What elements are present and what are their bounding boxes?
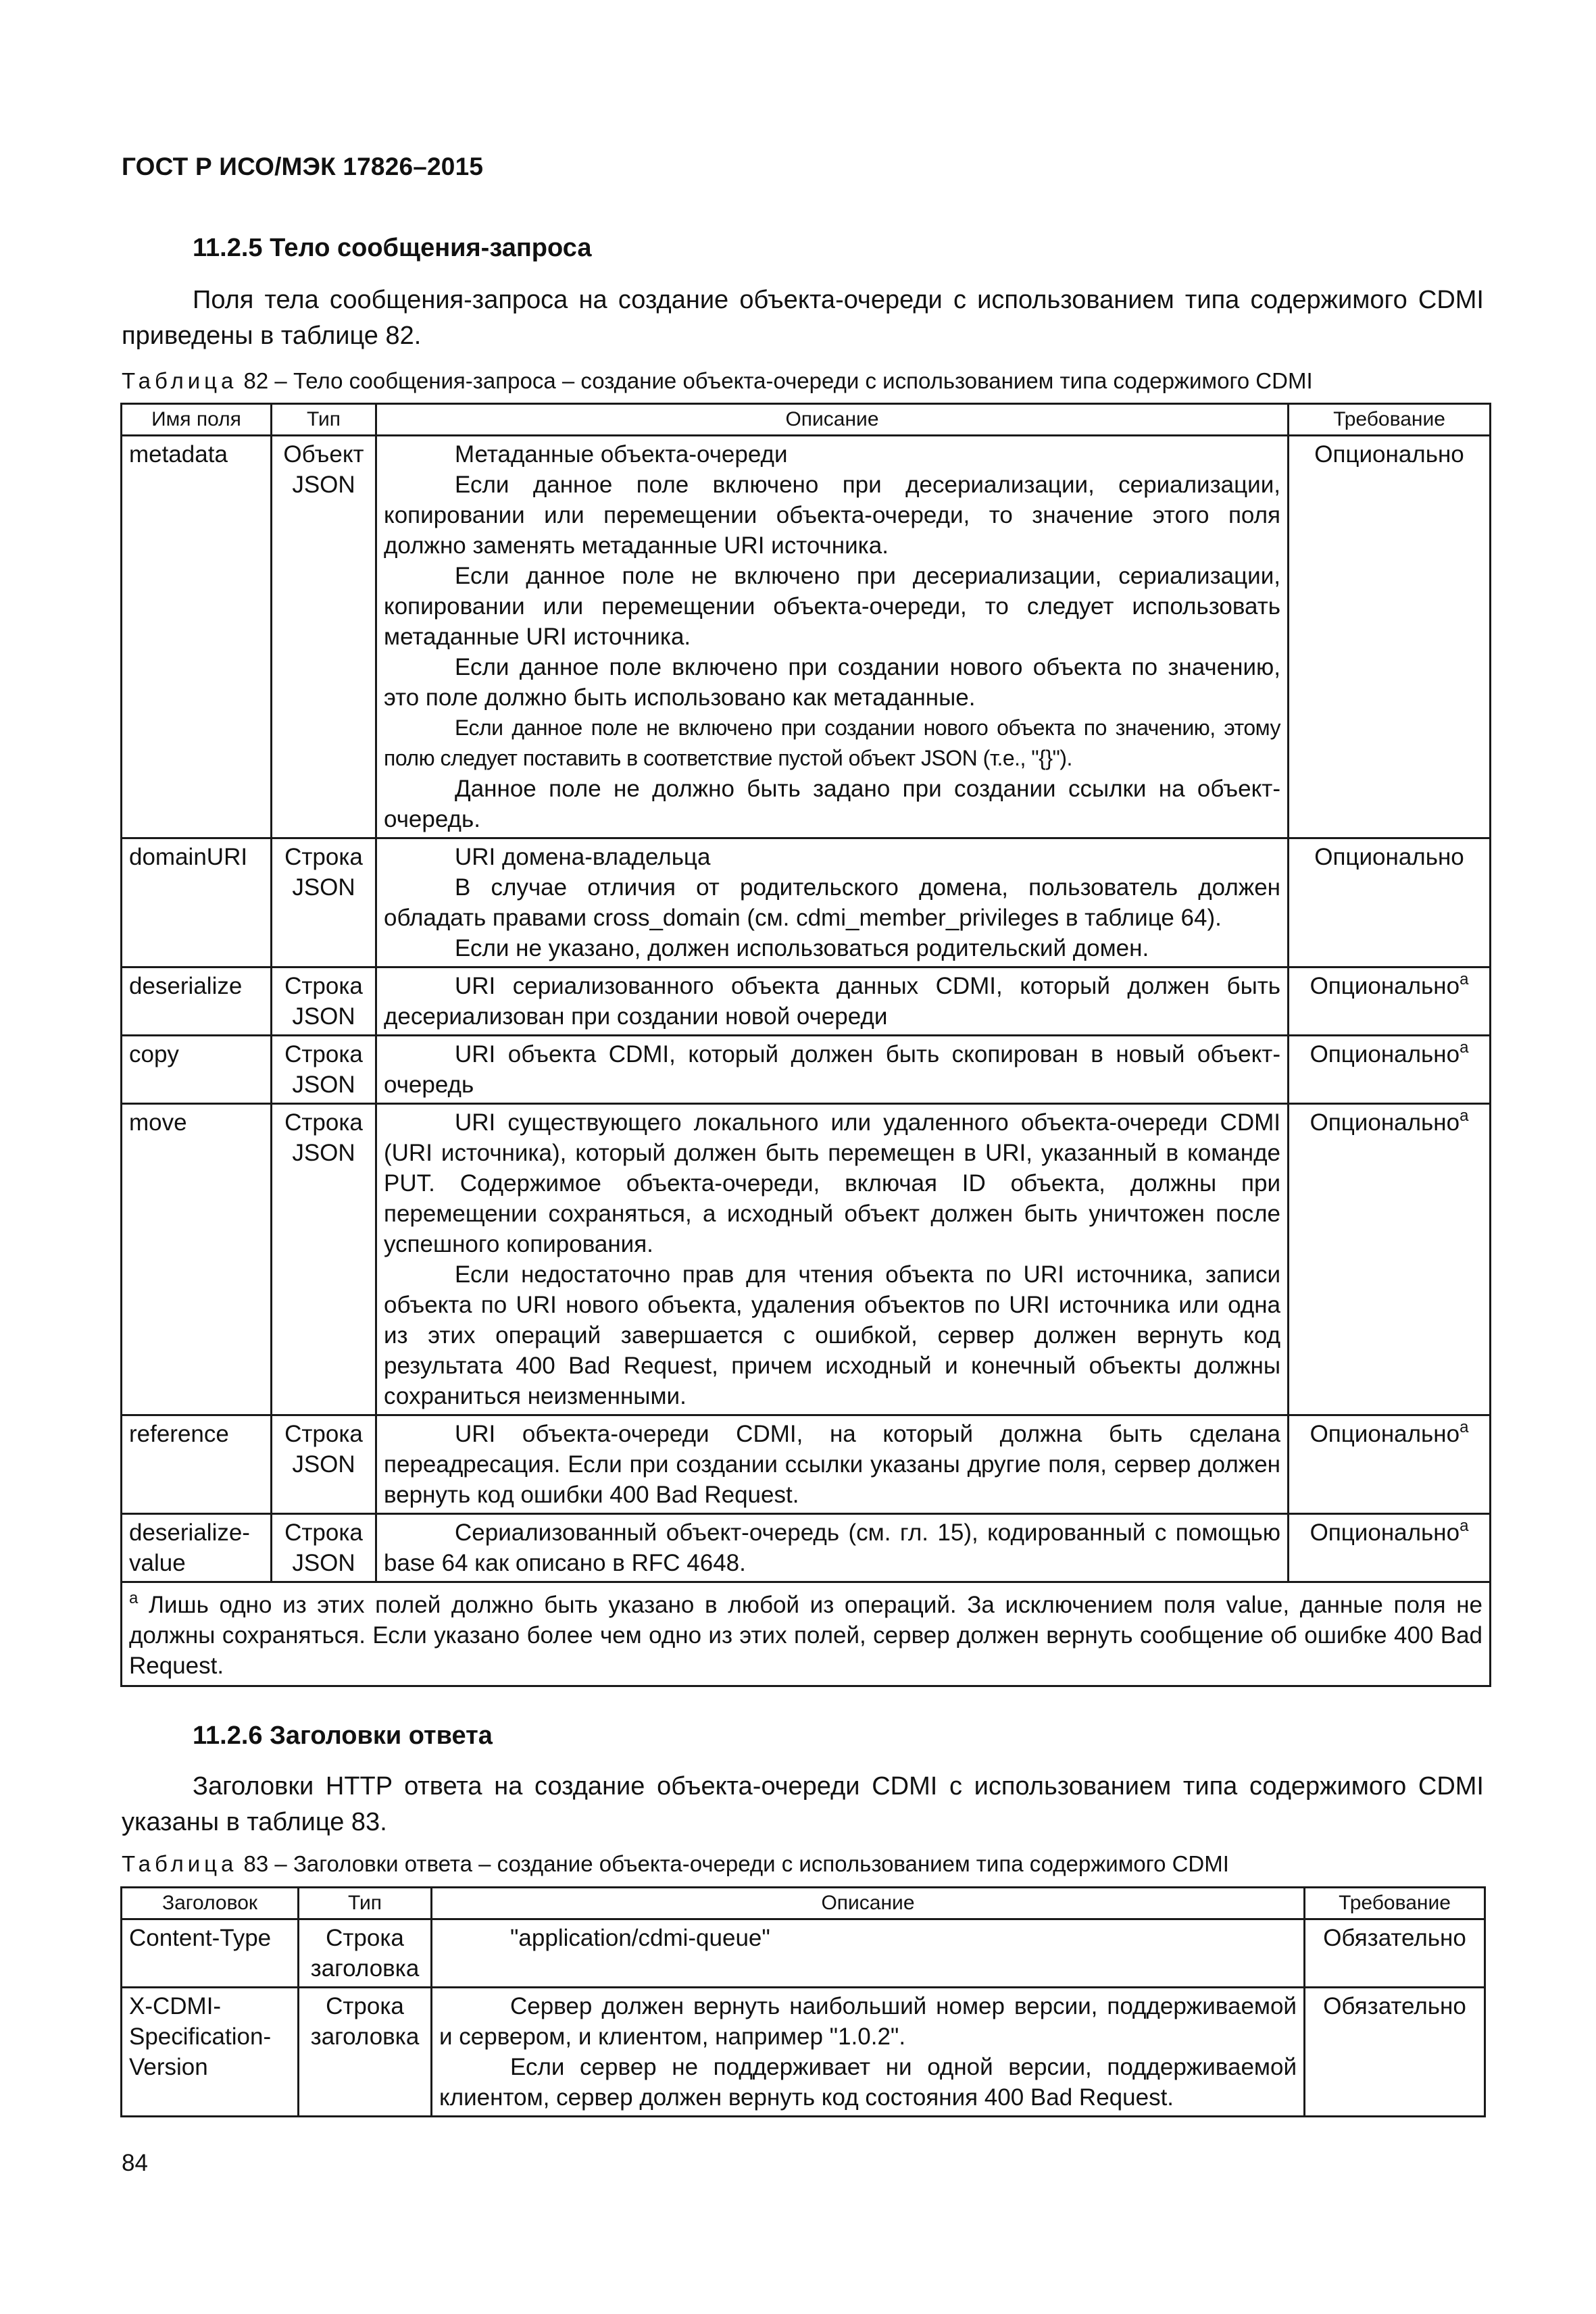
field-name-cell: reference <box>122 1415 272 1514</box>
requirement-text: Опционально <box>1314 844 1464 870</box>
footnote-reference: a <box>1460 970 1469 988</box>
footnote-reference: a <box>1460 1038 1469 1057</box>
requirement-cell <box>1289 838 1491 967</box>
column-header-type: Тип <box>299 1888 432 1919</box>
footnote-mark: a <box>129 1589 139 1607</box>
description-paragraph: Если недостаточно прав для чтения объекта по URI источника, записи объекта по URI нового объекта, удаления объектов по URI источника или одна из этих операций завершается с ошибкой, сервер должен вернуть код результата 400 Bad Request, причем исходный и конечный объекты должны сохраниться неизменными. <box>384 1261 1280 1409</box>
section-heading-11-2-6: 11.2.6 Заголовки ответа <box>193 1721 493 1750</box>
field-name-cell: metadata <box>122 436 272 838</box>
requirement-text: Опционально <box>1310 973 1460 999</box>
table-row <box>122 838 1491 967</box>
description-cell <box>376 967 1289 1036</box>
field-type-cell: Строка JSON <box>272 1415 376 1514</box>
section-heading-11-2-5: 11.2.5 Тело сообщения-запроса <box>193 234 592 262</box>
description-cell <box>376 1104 1289 1415</box>
description-paragraph: URI сериализованного объекта данных CDMI, который должен быть десериализован при создании новой очереди <box>384 973 1280 1030</box>
table-row <box>122 1104 1491 1415</box>
column-header-header: Заголовок <box>122 1888 299 1919</box>
requirement-text: Обязательно <box>1323 1993 1466 2019</box>
field-type-cell: Строка JSON <box>272 838 376 967</box>
description-cell <box>432 1988 1305 2117</box>
description-paragraph: "application/cdmi-queue" <box>510 1925 770 1951</box>
requirement-text: Опционально <box>1310 1519 1460 1546</box>
table-row <box>122 967 1491 1036</box>
table-header-row <box>122 404 1491 436</box>
description-paragraph: Данное поле не должно быть задано при создании ссылки на объект-очередь. <box>384 776 1280 832</box>
table-row <box>122 436 1491 838</box>
column-header-type: Тип <box>272 404 376 436</box>
description-paragraph: Если сервер не поддерживает ни одной версии, поддерживаемой клиентом, сервер должен вернуть код состояния 400 Bad Request. <box>439 2054 1297 2111</box>
requirement-cell <box>1289 436 1491 838</box>
section-paragraph-11-2-5 <box>122 282 1484 354</box>
description-cell <box>376 1415 1289 1514</box>
document-code: ГОСТ Р ИСО/МЭК 17826–2015 <box>122 153 484 180</box>
description-cell <box>376 1036 1289 1104</box>
paragraph-text: Заголовки HTTP ответа на создание объекта-очереди CDMI с использованием типа содержимого CDMI указаны в таблице 83. <box>122 1772 1484 1836</box>
requirement-cell <box>1305 1919 1485 1988</box>
description-cell <box>376 1514 1289 1582</box>
column-header-description: Описание <box>376 404 1289 436</box>
section-paragraph-11-2-6 <box>122 1769 1484 1840</box>
description-cell <box>376 838 1289 967</box>
description-paragraph: URI объекта CDMI, который должен быть скопирован в новый объект-очередь <box>384 1041 1280 1098</box>
description-paragraph: Если не указано, должен использоваться родительский домен. <box>455 935 1149 961</box>
field-name-cell: domainURI <box>122 838 272 967</box>
column-header-name: Имя поля <box>122 404 272 436</box>
table-83 <box>120 1886 1486 2117</box>
description-paragraph: URI существующего локального или удаленного объекта-очереди CDMI (URI источника), который должен быть перемещен в URI, указанный в команде PUT. Содержимое объекта-очереди, включая ID объекта, должны при перемещении сохраняться, а исходный объект должен быть уничтожен после успешного копирования. <box>384 1109 1280 1257</box>
field-name-cell: deserialize <box>122 967 272 1036</box>
field-name-cell: X-CDMI-Specification-Version <box>122 1988 299 2117</box>
field-name-cell: deserialize-value <box>122 1514 272 1582</box>
description-paragraph: Сериализованный объект-очередь (см. гл. 15), кодированный с помощью base 64 как описано в RFC 4648. <box>384 1519 1280 1576</box>
table-row <box>122 1415 1491 1514</box>
table-row <box>122 1036 1491 1104</box>
page-number: 84 <box>122 2150 148 2176</box>
table-83-caption <box>122 1851 1487 1877</box>
requirement-cell <box>1289 1104 1491 1415</box>
field-type-cell: Строка JSON <box>272 1514 376 1582</box>
description-paragraph: В случае отличия от родительского домена, пользователь должен обладать правами cross_domain (см. cdmi_member_privileges в таблице 64). <box>384 874 1280 931</box>
footnote-reference: a <box>1460 1517 1469 1535</box>
caption-text: 83 – Заголовки ответа – создание объекта-очереди с использованием типа содержимого CDMI <box>237 1851 1229 1876</box>
table-footnote-row <box>122 1582 1491 1686</box>
caption-label: Таблица <box>122 1851 238 1876</box>
table-footnote <box>122 1582 1491 1686</box>
field-type-cell: Строка заголовка <box>299 1919 432 1988</box>
description-paragraph: URI объекта-очереди CDMI, на который должна быть сделана переадресация. Если при создании ссылки указаны другие поля, сервер должен вернуть код ошибки 400 Bad Request. <box>384 1421 1280 1508</box>
description-cell <box>432 1919 1305 1988</box>
table-82 <box>120 403 1491 1687</box>
footnote-reference: a <box>1460 1418 1469 1436</box>
description-paragraph: Если данное поле включено при создании нового объекта по значению, это поле должно быть использовано как метаданные. <box>384 654 1280 711</box>
requirement-text: Опционально <box>1310 1109 1460 1136</box>
description-paragraph: Метаданные объекта-очереди <box>455 441 788 468</box>
requirement-cell <box>1289 967 1491 1036</box>
requirement-cell <box>1289 1514 1491 1582</box>
description-paragraph: Если данное поле не включено при десериализации, сериализации, копировании или перемещении объекта-очереди, то следует использовать метаданные URI источника. <box>384 563 1280 650</box>
footnote-text: Лишь одно из этих полей должно быть указано в любой из операций. За исключением поля value, данные поля не должны сохраняться. Если указано более чем одно из этих полей, сервер должен вернуть сообщение об ошибке 400 Bad Request. <box>129 1592 1482 1679</box>
field-name-cell: copy <box>122 1036 272 1104</box>
table-header-row <box>122 1888 1485 1919</box>
field-name-cell: move <box>122 1104 272 1415</box>
caption-label: Таблица <box>122 368 238 393</box>
description-paragraph: Сервер должен вернуть наибольший номер версии, поддерживаемой и сервером, и клиентом, например "1.0.2". <box>439 1993 1297 2050</box>
table-row <box>122 1988 1485 2117</box>
column-header-requirement: Требование <box>1289 404 1491 436</box>
column-header-description: Описание <box>432 1888 1305 1919</box>
description-paragraph: Если данное поле не включено при создании нового объекта по значению, этому полю следует поставить в соответствие пустой объект JSON (т.е., "{}"). <box>384 715 1280 770</box>
table-82-caption <box>122 368 1487 394</box>
footnote-reference: a <box>1460 1107 1469 1125</box>
description-cell <box>376 436 1289 838</box>
requirement-text: Опционально <box>1310 1421 1460 1447</box>
field-name-cell: Content-Type <box>122 1919 299 1988</box>
table-row <box>122 1919 1485 1988</box>
table-row <box>122 1514 1491 1582</box>
paragraph-text: Поля тела сообщения-запроса на создание объекта-очереди с использованием типа содержимого CDMI приведены в таблице 82. <box>122 286 1484 350</box>
caption-text: 82 – Тело сообщения-запроса – создание объекта-очереди с использованием типа содержимого CDMI <box>237 368 1313 393</box>
description-paragraph: Если данное поле включено при десериализации, сериализации, копировании или перемещении объекта-очереди, то значение этого поля должно заменять метаданные URI источника. <box>384 472 1280 559</box>
field-type-cell: Объект JSON <box>272 436 376 838</box>
field-type-cell: Строка заголовка <box>299 1988 432 2117</box>
requirement-text: Опционально <box>1310 1041 1460 1067</box>
requirement-cell <box>1289 1036 1491 1104</box>
requirement-cell <box>1289 1415 1491 1514</box>
field-type-cell: Строка JSON <box>272 1036 376 1104</box>
requirement-text: Опционально <box>1314 441 1464 468</box>
field-type-cell: Строка JSON <box>272 967 376 1036</box>
field-type-cell: Строка JSON <box>272 1104 376 1415</box>
column-header-requirement: Требование <box>1305 1888 1485 1919</box>
requirement-text: Обязательно <box>1323 1925 1466 1951</box>
description-paragraph: URI домена-владельца <box>455 844 711 870</box>
requirement-cell <box>1305 1988 1485 2117</box>
